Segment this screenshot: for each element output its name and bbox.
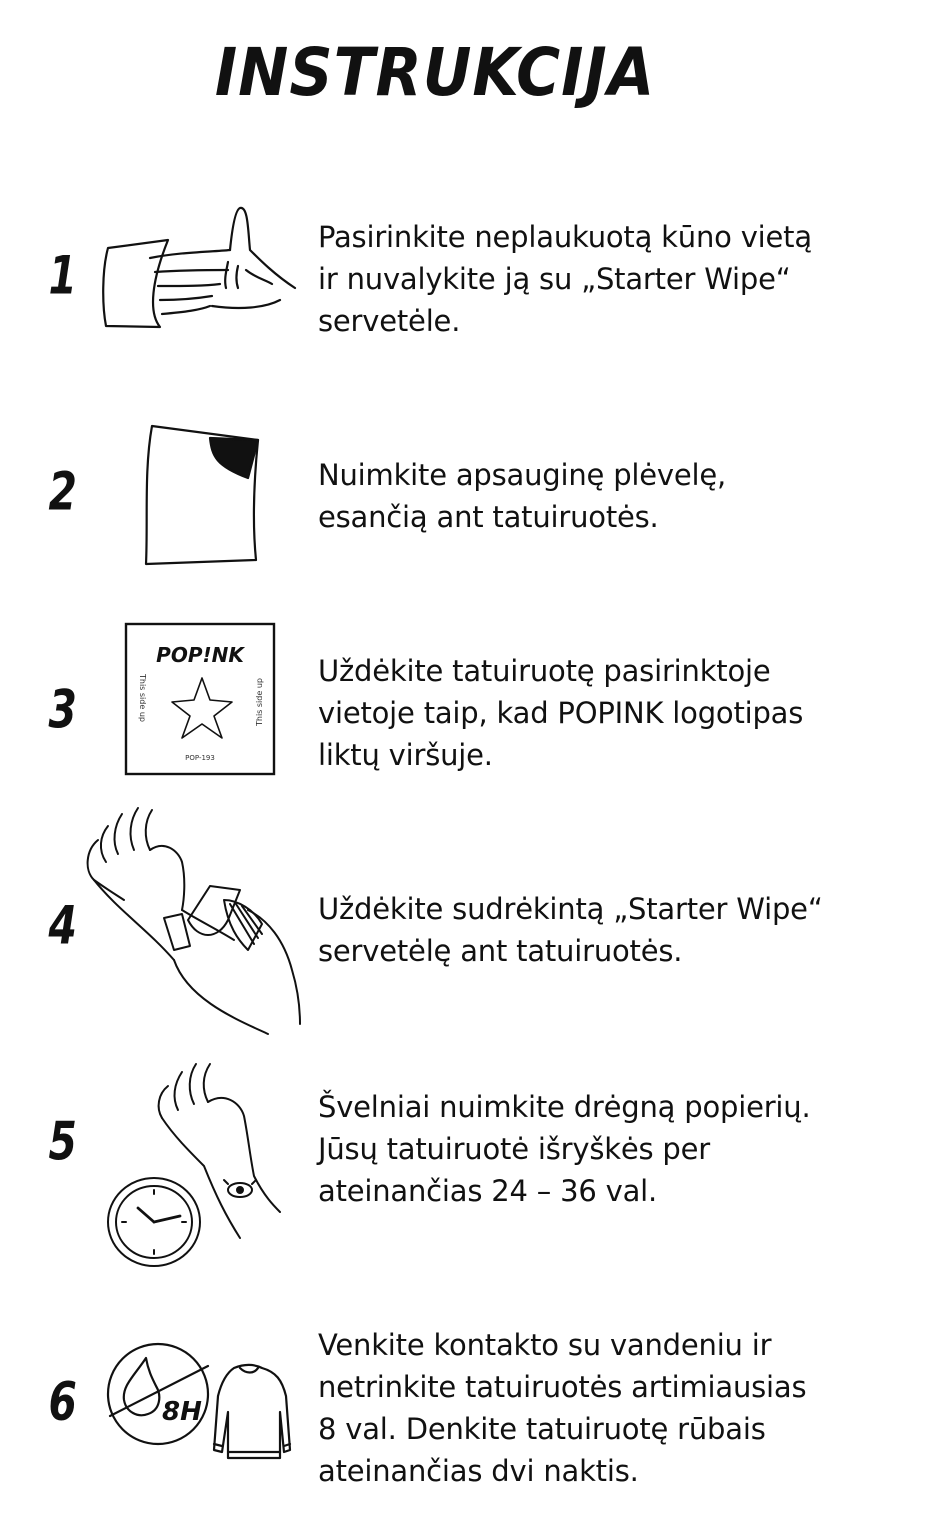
page-title: INSTRUKCIJA [214, 34, 656, 112]
sheet-side-label-left: This side up [138, 674, 147, 722]
step-text [318, 216, 928, 342]
step-text-line: Venkite kontakto su vandeniu ir [318, 1328, 772, 1362]
step-text-line: liktų viršuje. [318, 738, 493, 772]
step-text-line: Švelniai nuimkite drėgną popierių. [318, 1090, 811, 1124]
badge-8h: 8H [162, 1397, 202, 1427]
wrist-clock-icon [104, 1056, 284, 1270]
step-text-line: vietoje taip, kad POPINK logotipas [318, 696, 804, 730]
step-text-line: ateinančias 24 – 36 val. [318, 1174, 658, 1208]
step-text-line: 8 val. Denkite tatuiruotę rūbais [318, 1412, 766, 1446]
no-water-sweater-icon [104, 1340, 300, 1476]
step-text-line: Uždėkite sudrėkintą „Starter Wipe“ [318, 892, 823, 926]
step-text [318, 650, 928, 776]
step-text [318, 1086, 928, 1212]
step-number: 2 [48, 461, 77, 523]
step-number: 1 [48, 245, 77, 307]
step-number: 5 [48, 1111, 77, 1173]
step-text-line: Jūsų tatuiruotė išryškės per [318, 1132, 710, 1166]
sheet-side-label-right: This side up [255, 678, 264, 726]
wet-wipe-on-wrist-icon [78, 800, 304, 1040]
step-text-line: netrinkite tatuiruotės artimiausias [318, 1370, 807, 1404]
step-text-line: esančią ant tatuiruotės. [318, 500, 659, 534]
step-text [318, 454, 928, 538]
sheet-code: POP-193 [185, 754, 215, 762]
step-text-line: ir nuvalykite ją su „Starter Wipe“ [318, 262, 791, 296]
step-text-line: Nuimkite apsauginę plėvelę, [318, 458, 727, 492]
sheet-logo: POP!NK [156, 643, 244, 667]
step-text-line: ateinančias dvi naktis. [318, 1454, 639, 1488]
hand-wiping-icon [100, 200, 300, 335]
step-text-line: Uždėkite tatuiruotę pasirinktoje [318, 654, 771, 688]
step-text [318, 1324, 928, 1492]
peeling-film-icon [130, 420, 270, 570]
tattoo-sheet-icon [124, 622, 278, 778]
step-number: 4 [48, 895, 77, 957]
step-text-line: Pasirinkite neplaukuotą kūno vietą [318, 220, 812, 254]
step-text-line: servetėle. [318, 304, 461, 338]
step-number: 3 [48, 679, 77, 741]
step-text [318, 888, 928, 972]
step-number: 6 [48, 1371, 77, 1433]
step-text-line: servetėlę ant tatuiruotės. [318, 934, 683, 968]
